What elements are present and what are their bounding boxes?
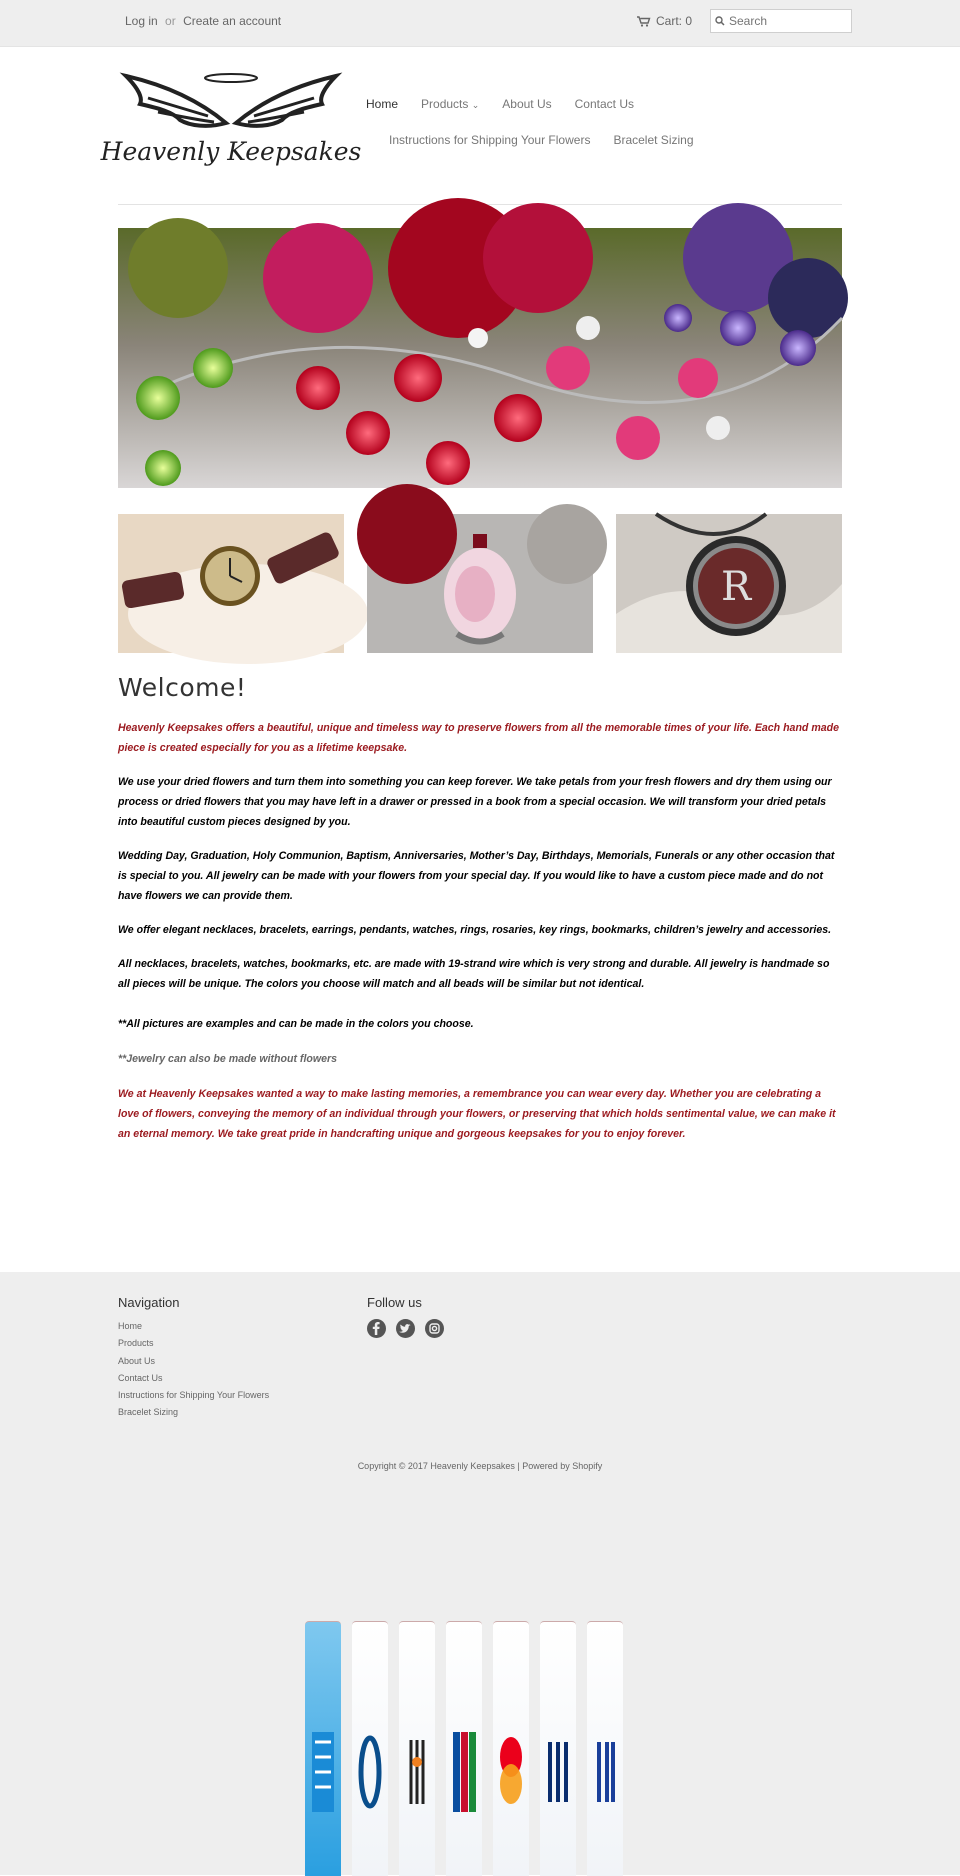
paragraph-products: We offer elegant necklaces, bracelets, earrings, pendants, watches, rings, rosaries, key rings, bookmarks, children’s jewelry and accessories. — [118, 924, 832, 936]
create-account-link[interactable]: Create an account — [183, 14, 282, 28]
footer-follow-title: Follow us — [367, 1295, 422, 1310]
american-express-icon — [305, 1621, 341, 1876]
paragraph-intro: Heavenly Keepsakes offers a beautiful, unique and timeless way to preserve flowers from all the memorable times of your life. Each hand made piece is created especially for you as a lifetime keepsake. — [118, 722, 840, 754]
discover-icon — [399, 1621, 435, 1876]
nav-home[interactable]: Home — [366, 97, 399, 111]
login-link[interactable]: Log in — [125, 14, 158, 28]
account-links — [125, 14, 281, 28]
paragraph-occasions: Wedding Day, Graduation, Holy Communion, Baptism, Anniversaries, Mother’s Day, Birthdays, Memorials, Funerals or any other occasion that is special to you. All jewelry can be made with your flowers from your special day. If you would like to have a custom piece made and do not have flowers we can provide them. — [118, 850, 835, 902]
footer-navigation-title: Navigation — [118, 1295, 180, 1310]
footer-link-bracelet-sizing[interactable]: Bracelet Sizing — [118, 1407, 179, 1418]
twitter-icon[interactable] — [396, 1319, 415, 1338]
paragraph-mission: We at Heavenly Keepsakes wanted a way to make lasting memories, a remembrance you can wear every day. Whether you are celebrating a love of flowers, conveying the memory of an individual through your flowers, or preserving that which holds sentimental value, we can make it an eternal memory. We take great pride in handcrafting unique and gorgeous keepsakes for you to enjoy forever. — [118, 1088, 836, 1140]
cart-link[interactable] — [637, 14, 692, 28]
paragraph-process: We use your dried flowers and turn them into something you can keep forever. We take petals from your fresh flowers and dry them using our process or dried flowers that you may have left in a drawer or pressed in a book from a special occasion. We will transform your dried petals into beautiful custom pieces designed by you. — [118, 776, 832, 828]
search-icon[interactable] — [711, 16, 729, 26]
visa-icon — [587, 1621, 623, 1876]
svg-text:R: R — [720, 564, 752, 610]
instagram-icon[interactable] — [425, 1319, 444, 1338]
diners-club-icon — [352, 1621, 388, 1876]
page-title: Welcome! — [118, 673, 247, 702]
thumbnail-watch[interactable] — [118, 514, 344, 653]
heavenly-keepsakes-logo — [100, 68, 362, 184]
nav-products-label: Products — [421, 97, 469, 111]
master-card-icon — [493, 1621, 529, 1876]
footer-link-contact-us[interactable]: Contact Us — [118, 1372, 163, 1383]
footer-link-home[interactable]: Home — [118, 1321, 143, 1331]
hero-image — [118, 228, 842, 488]
facebook-icon[interactable] — [367, 1319, 386, 1338]
copyright-text: Copyright © 2017 Heavenly Keepsakes | Powered by Shopify — [357, 1461, 603, 1471]
footer-nav — [118, 1318, 269, 1422]
thumbnail-locket[interactable] — [616, 514, 842, 653]
nav-shipping-instructions[interactable]: Instructions for Shipping Your Flowers — [389, 133, 591, 147]
payment-icons — [305, 1621, 623, 1876]
nav-products[interactable] — [421, 97, 479, 111]
logo-text: Heavenly Keepsakes — [100, 137, 362, 166]
chevron-down-icon: ⌄ — [471, 100, 480, 110]
search-box — [710, 9, 852, 33]
thumbnail-pendant[interactable] — [367, 514, 593, 653]
nav-bracelet-sizing[interactable]: Bracelet Sizing — [613, 133, 694, 147]
note-without-flowers: **Jewelry can also be made without flowers — [118, 1053, 338, 1065]
nav-about-us[interactable]: About Us — [502, 97, 552, 111]
main-nav — [366, 97, 634, 111]
footer-link-shipping-instructions[interactable]: Instructions for Shipping Your Flowers — [118, 1390, 270, 1401]
logo[interactable] — [100, 68, 362, 184]
jcb-icon — [446, 1621, 482, 1876]
social-links — [367, 1319, 444, 1338]
note-pictures: **All pictures are examples and can be made in the colors you choose. — [118, 1018, 474, 1030]
paragraph-materials: All necklaces, bracelets, watches, bookmarks, etc. are made with 19-strand wire which is very strong and durable. All jewelry is handmade so all pieces will be unique. The colors you choose will match and all beads will be similar but not identical. — [118, 958, 830, 990]
footer-link-products[interactable]: Products — [118, 1338, 154, 1349]
nav-contact-us[interactable]: Contact Us — [574, 97, 634, 111]
top-bar — [0, 0, 960, 47]
cart-label: Cart: 0 — [656, 14, 693, 28]
search-input[interactable] — [729, 14, 847, 28]
secondary-nav — [389, 133, 694, 147]
or-text: or — [165, 14, 176, 28]
welcome-content — [118, 718, 844, 1144]
cart-icon — [637, 16, 650, 27]
footer-link-about-us[interactable]: About Us — [118, 1355, 156, 1366]
paypal-icon — [540, 1621, 576, 1876]
